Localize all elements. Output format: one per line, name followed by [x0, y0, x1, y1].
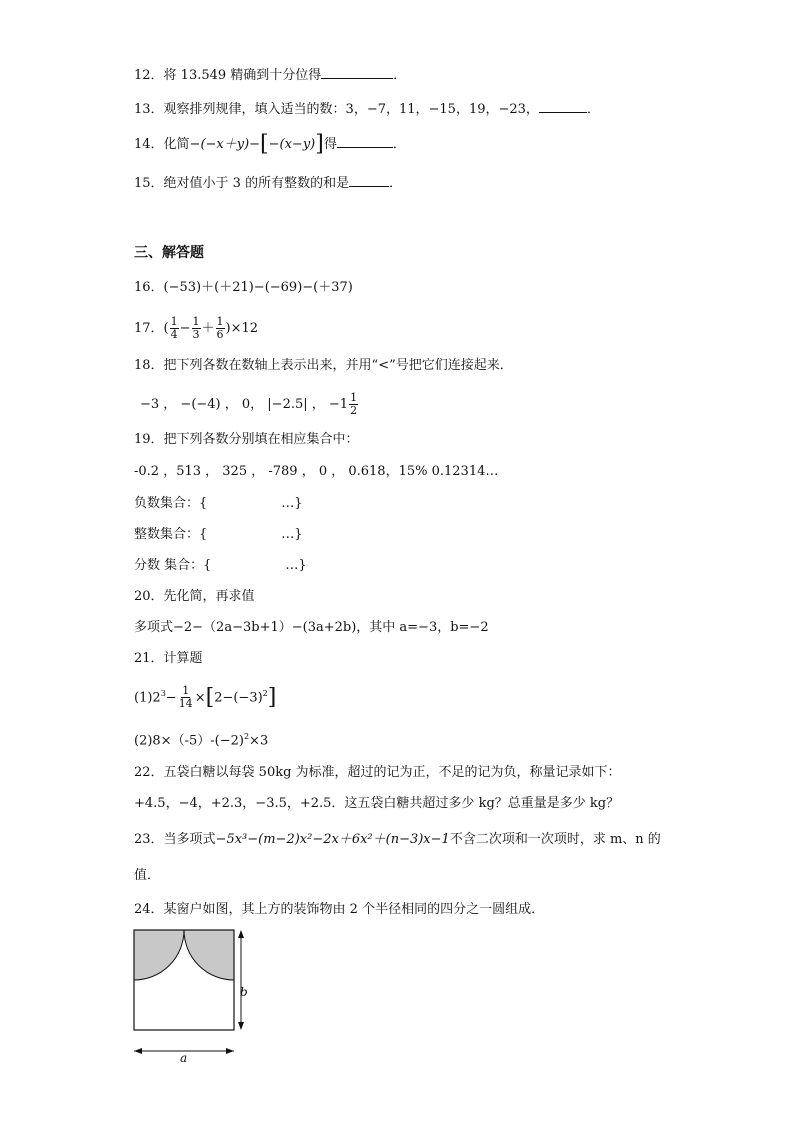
question-12-text: 12．将 13.549 精确到十分位得 — [134, 68, 322, 83]
fraction: $\frac{1}{2}$ — [350, 391, 358, 417]
question-21-part1: $(1)2^3-$ $\frac{1}{14}$ $\times[2-(-3)^2]$ — [134, 684, 277, 711]
quarter-circle-left — [134, 930, 184, 980]
question-21: 21．计算题 — [134, 651, 203, 666]
question-15: 15．绝对值小于 3 的所有整数的和是 ． — [134, 172, 402, 194]
question-18: 18．把下列各数在数轴上表示出来，并用“<”号把它们连接起来． — [134, 358, 513, 373]
quarter-circle-right — [184, 930, 234, 980]
question-12: 12．将 13.549 精确到十分位得 ． — [134, 64, 406, 86]
question-17: 17．( $\frac{1}{4}$ − $\frac{1}{3}$ ＋ $\frac{1}{6}$ )×12 — [134, 315, 259, 341]
fraction: $\frac{1}{14}$ — [178, 684, 193, 711]
question-23: 23．当多项式−5x³−(m−2)x²−2x＋6x²＋(n−3)x−1不含二次项和一次项时，求 m、n 的 — [134, 832, 661, 847]
answer-blank[interactable] — [337, 133, 393, 148]
question-23-cont: 值． — [134, 868, 161, 883]
answer-blank[interactable] — [349, 172, 389, 187]
label-b: b — [240, 985, 248, 999]
label-a: a — [180, 1051, 188, 1065]
answer-blank[interactable] — [539, 98, 587, 113]
question-20-expression: 多项式−2−（2a−3b+1）−(3a+2b)，其中 a=−3，b=−2 — [134, 620, 489, 635]
question-13: 13．观察排列规律，填入适当的数：3，−7，11，−15，19，−23， ． — [134, 98, 600, 120]
set-integer: 整数集合：{ …} — [134, 527, 303, 542]
section-title: 三、解答题 — [134, 245, 204, 261]
expression: −(−x＋y)− — [189, 137, 261, 152]
question-14: 14．化简−(−x＋y)−[−(x−y)]得 ． — [134, 131, 406, 157]
answer-blank[interactable] — [321, 64, 393, 79]
question-19: 19．把下列各数分别填在相应集合中： — [134, 432, 359, 447]
polynomial: −5x³−(m−2)x²−2x＋6x²＋(n−3)x−1 — [215, 832, 450, 847]
question-22: 22．五袋白糖以每袋 50kg 为标准，超过的记为正，不足的记为负，称量记录如下： — [134, 765, 621, 780]
question-13-text: 13．观察排列规律，填入适当的数：3，−7，11，−15，19，−23， — [134, 102, 539, 117]
set-negative: 负数集合：{ …} — [134, 496, 303, 511]
question-22-data: +4.5，−4，+2.3，−3.5，+2.5．这五袋白糖共超过多少 kg？总重量是多少 kg？ — [134, 796, 620, 811]
fraction: $\frac{1}{3}$ — [192, 315, 200, 341]
question-15-text: 15．绝对值小于 3 的所有整数的和是 — [134, 176, 350, 191]
question-18-numbers: −3 ， −(−4) ， 0， |−2.5| ， −1 $\frac{1}{2}$ — [140, 391, 358, 417]
fraction: $\frac{1}{4}$ — [170, 315, 178, 341]
window-figure — [128, 926, 258, 1066]
question-19-numbers: -0.2 ，513 ， 325 ， -789 ， 0 ， 0.618，15% 0.12314… — [134, 464, 499, 479]
question-21-part2: $(2)8\times(-5)-(-2)^2\times 3$ — [134, 732, 269, 749]
fraction: $\frac{1}{6}$ — [216, 315, 224, 341]
question-20: 20．先化简，再求值 — [134, 589, 255, 604]
set-fraction: 分数 集合：{ …} — [134, 558, 307, 573]
question-16: 16．(−53)＋(＋21)−(−69)−(＋37) — [134, 280, 353, 295]
question-24: 24．某窗户如图，其上方的装饰物由 2 个半径相同的四分之一圆组成． — [134, 902, 545, 917]
